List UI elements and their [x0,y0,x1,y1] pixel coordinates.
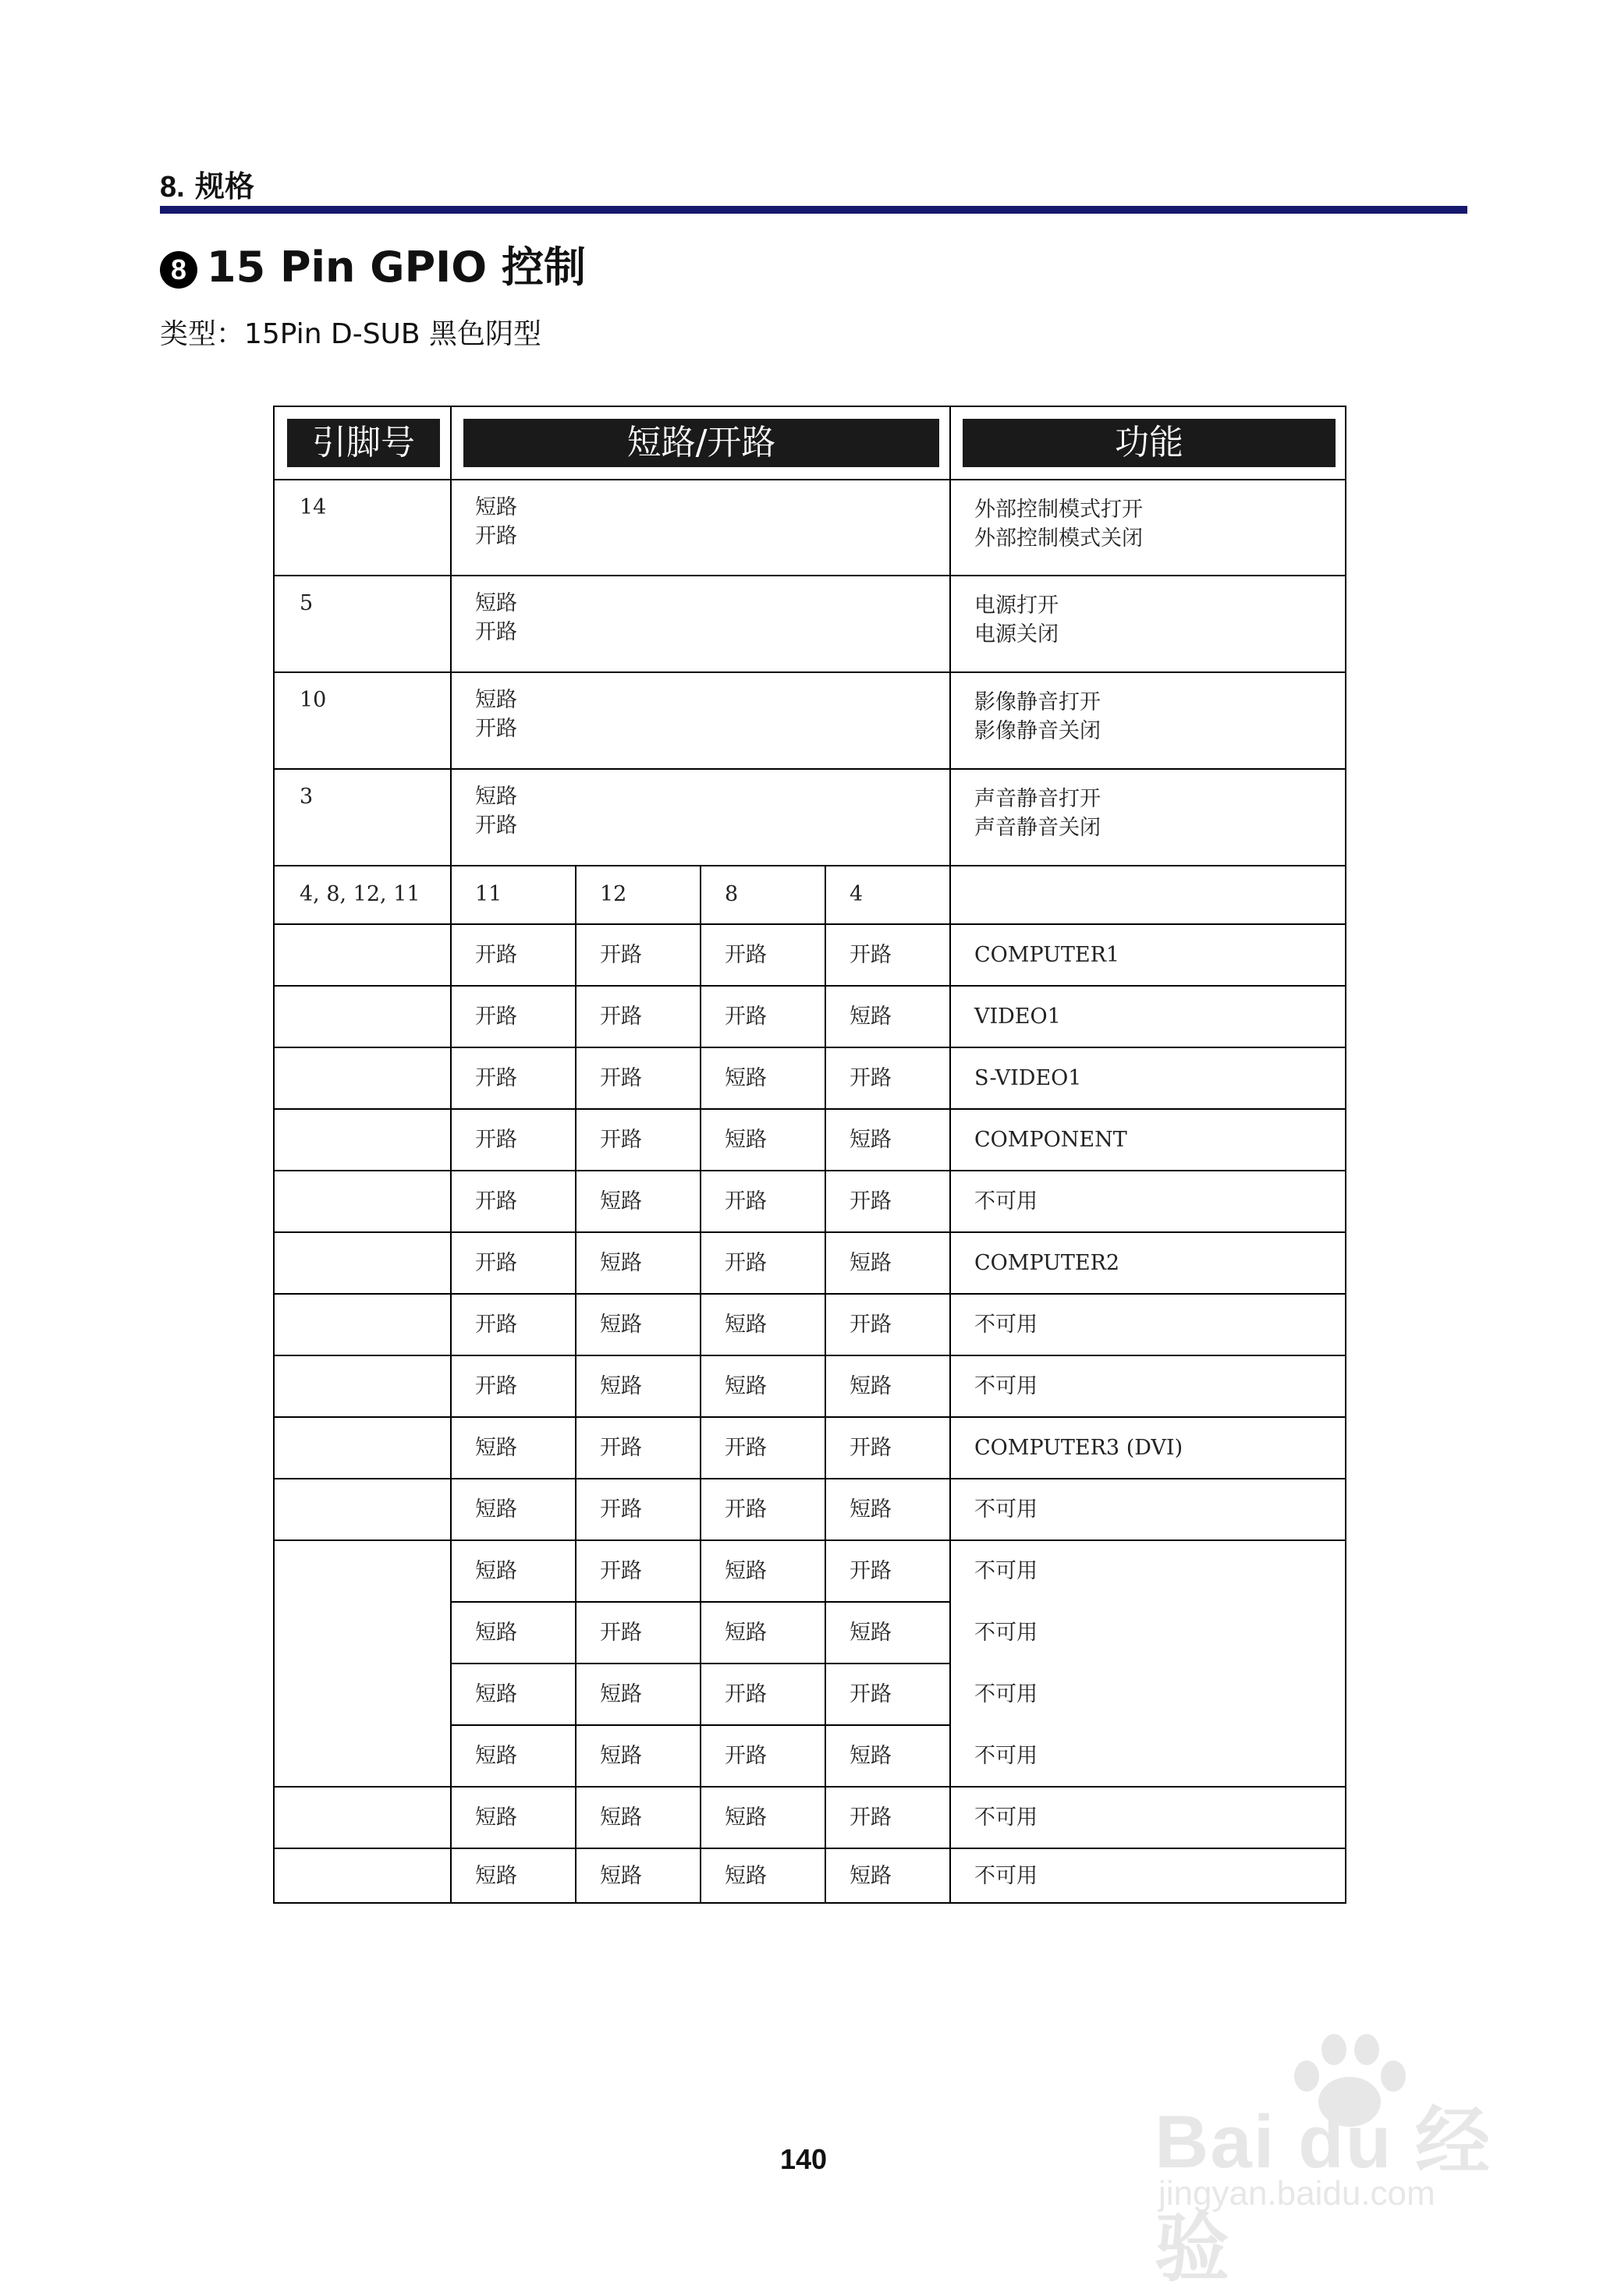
pin-number: 5 [300,591,314,615]
function-pair: 电源打开 电源关闭 [974,593,1059,647]
state-pair: 短路 开路 [475,495,517,548]
combo-state: 短路 [475,1436,517,1460]
grid-line [575,866,576,1904]
combo-state: 开路 [850,1313,892,1337]
combo-state: 短路 [850,1128,892,1152]
state-pair: 短路 开路 [475,688,517,741]
combo-function: 不可用 [974,1682,1038,1706]
combo-state: 短路 [475,1805,517,1830]
combo-state: 短路 [850,1374,892,1398]
combo-function: 不可用 [974,1313,1038,1337]
watermark-brand: Bai du 经验 [1155,2100,1492,2291]
combo-state: 开路 [600,1621,642,1645]
combo-state: 开路 [850,1066,892,1090]
function-pair: 外部控制模式打开 外部控制模式关闭 [974,498,1143,551]
function-pair: 声音静音打开 声音静音关闭 [974,787,1101,840]
grid-line [275,575,1345,576]
combo-state: 开路 [475,1251,517,1275]
combo-state: 开路 [600,943,642,967]
grid-line [275,1540,1345,1541]
combo-state: 开路 [725,1497,767,1522]
combo-state: 开路 [600,1004,642,1029]
pin-column-header: 4 [850,882,864,906]
combo-state: 开路 [850,1682,892,1706]
combo-state: 短路 [600,1744,642,1768]
combo-function: 不可用 [974,1374,1038,1398]
combo-state: 开路 [600,1436,642,1460]
grid-line [275,671,1345,673]
pin-number: 14 [300,495,327,519]
combo-state: 开路 [600,1066,642,1090]
numbered-bullet-icon: 8 [160,251,197,289]
grid-line [275,1786,1345,1788]
grid-line [700,866,701,1904]
combo-state: 短路 [850,1497,892,1522]
combo-function: COMPUTER2 [974,1251,1120,1275]
combo-function: COMPUTER3 (DVI) [974,1436,1183,1460]
grid-line [275,1108,1345,1110]
combo-state: 短路 [725,1621,767,1645]
combo-state: 短路 [725,1128,767,1152]
combo-state: 短路 [600,1805,642,1830]
combo-state: 短路 [600,1313,642,1337]
page-number: 140 [779,2143,828,2175]
combo-state: 开路 [725,1004,767,1029]
pin-column-header: 12 [600,882,627,906]
combo-function: VIDEO1 [974,1004,1061,1029]
section-title-text: 15 Pin GPIO 控制 [207,243,586,292]
combo-state: 开路 [725,1251,767,1275]
combo-function: COMPUTER1 [974,943,1120,967]
chapter-heading [160,162,254,205]
column-header: 短路/开路 [463,419,939,467]
chapter-number: 8. [160,171,185,204]
combo-state: 开路 [475,1313,517,1337]
combo-function: 不可用 [974,1621,1038,1645]
combo-state: 短路 [725,1559,767,1583]
combo-state: 短路 [600,1251,642,1275]
combo-state: 短路 [850,1004,892,1029]
pin-number: 10 [300,688,327,712]
combo-state: 开路 [475,1374,517,1398]
combo-function: 不可用 [974,1744,1038,1768]
grid-line [275,1848,1345,1849]
state-pair: 短路 开路 [475,785,517,838]
combo-function: 不可用 [974,1864,1038,1888]
combo-state: 短路 [725,1805,767,1830]
watermark [1123,2028,1529,2291]
grid-line [949,407,951,1902]
section-title [160,234,586,294]
combo-state: 短路 [475,1744,517,1768]
combo-state: 开路 [850,1805,892,1830]
watermark-url: jingyan.baidu.com [1158,2174,1435,2213]
grid-line [275,1416,1345,1418]
grid-line [275,923,1345,925]
combo-state: 开路 [850,1189,892,1214]
grid-line [275,1170,1345,1171]
combo-state: 短路 [600,1189,642,1214]
function-pair: 影像静音打开 影像静音关闭 [974,690,1101,743]
combo-state: 开路 [600,1497,642,1522]
grid-line [275,985,1345,987]
state-pair: 短路 开路 [475,591,517,644]
grid-line [275,768,1345,770]
combo-state: 短路 [475,1621,517,1645]
combo-state: 短路 [600,1682,642,1706]
combo-state: 开路 [850,1436,892,1460]
combo-state: 开路 [725,1744,767,1768]
combo-state: 开路 [475,943,517,967]
combo-state: 开路 [850,943,892,967]
combo-state: 短路 [475,1682,517,1706]
combo-function: S-VIDEO1 [974,1066,1082,1090]
combo-state: 短路 [725,1374,767,1398]
combo-function: 不可用 [974,1497,1038,1522]
combo-state: 开路 [475,1004,517,1029]
combo-state: 短路 [725,1313,767,1337]
pin-number: 3 [300,785,314,809]
combo-state: 开路 [725,1436,767,1460]
combo-state: 开路 [475,1128,517,1152]
connector-type: 类型：15Pin D-SUB 黑色阴型 [160,318,542,350]
combo-state: 短路 [850,1251,892,1275]
combo-state: 开路 [475,1189,517,1214]
pin-column-header: 11 [475,882,502,906]
combo-state: 开路 [850,1559,892,1583]
grid-line [275,1355,1345,1356]
combo-state: 短路 [600,1374,642,1398]
combo-state: 短路 [725,1066,767,1090]
combo-state: 开路 [725,1189,767,1214]
gpio-table [273,406,1346,1904]
combo-state: 短路 [600,1864,642,1888]
combo-state: 短路 [475,1497,517,1522]
combo-state: 短路 [725,1864,767,1888]
combo-state: 开路 [600,1128,642,1152]
combo-function: COMPONENT [974,1128,1127,1152]
combo-state: 短路 [850,1744,892,1768]
header-rule [160,206,1467,214]
grid-line [450,407,452,1902]
grid-line [275,1231,1345,1233]
pin-column-header: 8 [725,882,739,906]
combo-state: 短路 [850,1621,892,1645]
combo-state: 开路 [475,1066,517,1090]
pin-group: 4, 8, 12, 11 [300,882,420,906]
combo-function: 不可用 [974,1805,1038,1830]
grid-line [825,866,826,1904]
combo-state: 开路 [600,1559,642,1583]
column-header: 引脚号 [287,419,440,467]
grid-line [275,1478,1345,1479]
grid-line [275,865,1345,866]
combo-function: 不可用 [974,1189,1038,1214]
chapter-title: 规格 [194,169,254,204]
column-header: 功能 [963,419,1336,467]
grid-line [275,479,1345,480]
combo-state: 短路 [475,1864,517,1888]
grid-line [275,1293,1345,1295]
combo-state: 开路 [725,1682,767,1706]
combo-function: 不可用 [974,1559,1038,1583]
combo-state: 开路 [725,943,767,967]
combo-state: 短路 [475,1559,517,1583]
combo-state: 短路 [850,1864,892,1888]
grid-line [275,1047,1345,1048]
